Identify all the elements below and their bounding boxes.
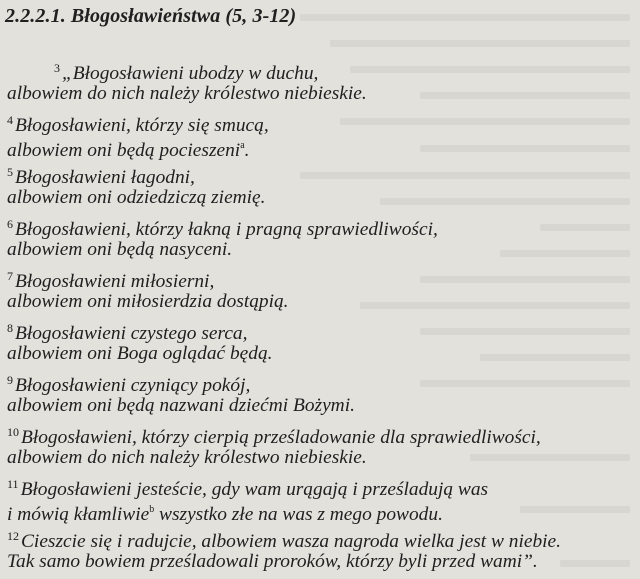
section-heading: 2.2.2.1. Błogosławieństwa (5, 3-12) <box>5 5 297 27</box>
verse-9-line-2: albowiem oni będą nazwani dziećmi Bożymi. <box>7 395 355 416</box>
verse-text: . <box>244 140 250 161</box>
verse-7-line-2: albowiem oni miłosierdzia dostąpią. <box>7 291 289 312</box>
verse-text: Błogosławieni łagodni, <box>15 167 195 188</box>
verse-number: 8 <box>7 321 13 335</box>
verse-text: „Błogosławieni ubodzy w duchu, <box>62 63 319 84</box>
verse-number: 10 <box>7 425 19 439</box>
verse-number: 3 <box>54 61 60 75</box>
verse-text: Błogosławieni czyniący pokój, <box>15 375 251 396</box>
verse-number: 4 <box>7 113 13 127</box>
verse-3-line-2: albowiem do nich należy królestwo niebieskie. <box>7 83 367 104</box>
verse-number: 11 <box>7 477 19 491</box>
verse-text: Błogosławieni jesteście, gdy wam urągają i prześladują was <box>20 479 489 500</box>
verse-text: i mówią kłamliwie <box>7 504 150 525</box>
verse-text: Błogosławieni czystego serca, <box>15 323 248 344</box>
verse-number: 7 <box>7 269 13 283</box>
verse-11-line-2 <box>7 498 443 527</box>
verse-text: Błogosławieni, którzy cierpią prześladowanie dla sprawiedliwości, <box>21 427 541 448</box>
verse-text: Błogosławieni, którzy się smucą, <box>15 115 269 136</box>
verse-10-line-2: albowiem do nich należy królestwo niebieskie. <box>7 447 367 468</box>
verse-number: 5 <box>7 165 13 179</box>
verse-6-line-2: albowiem oni będą nasyceni. <box>7 239 233 260</box>
verse-number: 6 <box>7 217 13 231</box>
verse-4-line-2 <box>7 134 250 163</box>
verse-12-line-2: Tak samo bowiem prześladowali proroków, którzy byli przed wami”. <box>7 551 538 572</box>
verse-text: Błogosławieni miłosierni, <box>15 271 215 292</box>
verse-5-line-2: albowiem oni odziedziczą ziemię. <box>7 187 266 208</box>
verse-text: albowiem oni będą pocieszeni <box>7 140 241 161</box>
verse-number: 12 <box>7 529 19 543</box>
verse-text: Cieszcie się i radujcie, albowiem wasza nagroda wielka jest w niebie. <box>21 531 562 552</box>
footnote-marker: b <box>149 504 155 515</box>
verse-8-line-2: albowiem oni Boga oglądać będą. <box>7 343 273 364</box>
verse-text: wszystko złe na was z mego powodu. <box>154 504 443 525</box>
verse-text: Błogosławieni, którzy łakną i pragną sprawiedliwości, <box>15 219 438 240</box>
footnote-marker: a <box>240 140 245 151</box>
verse-number: 9 <box>7 373 13 387</box>
